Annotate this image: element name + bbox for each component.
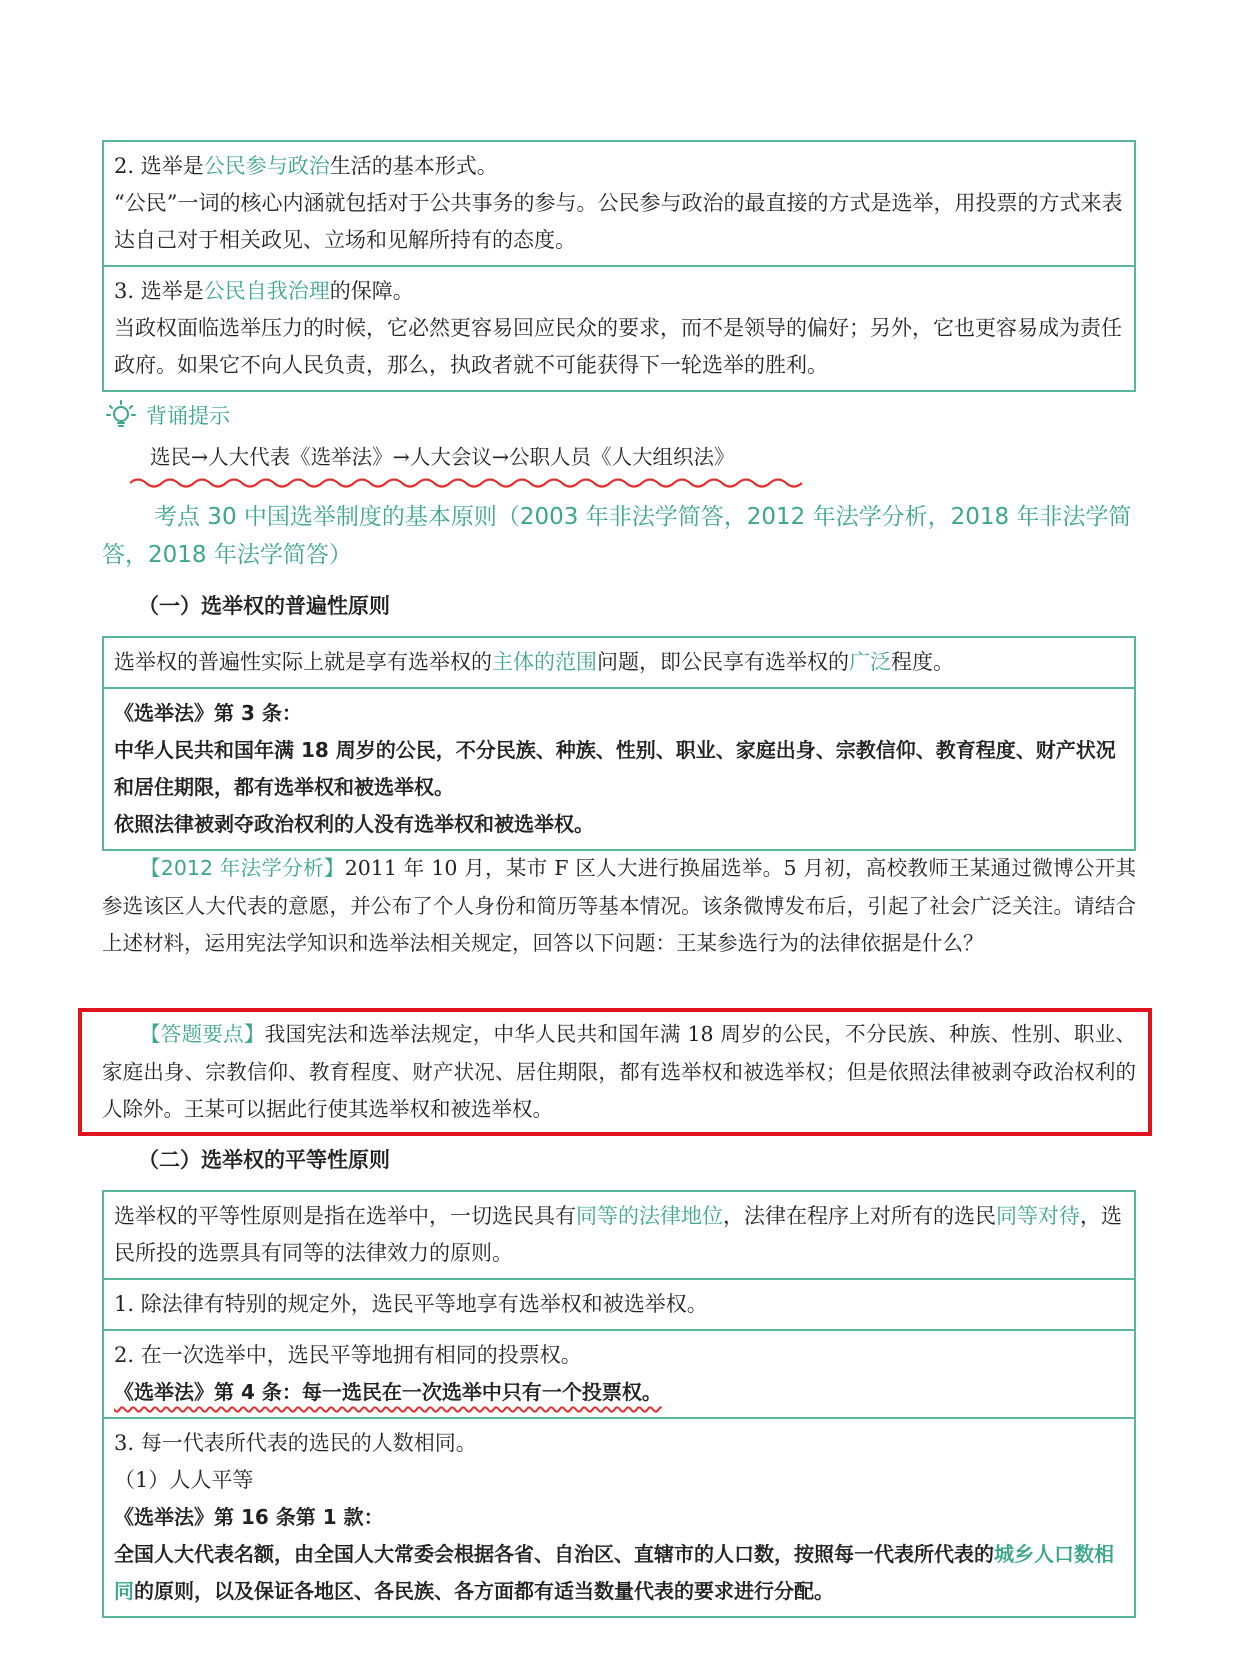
section-heading: 考点 30 中国选举制度的基本原则（2003 年非法学简答，2012 年法学分析，2018 年非法学简答，2018 年法学简答） xyxy=(102,504,1132,568)
statute-text: 中华人民共和国年满 18 周岁的公民，不分民族、种族、性别、职业、家庭出身、宗教信仰、教育程度、财产状况和居住期限，都有选举权和被选举权。 xyxy=(114,738,1116,799)
text: 生活的基本形式。 xyxy=(329,154,498,178)
lightbulb-icon xyxy=(104,398,138,432)
box3-row-4 xyxy=(104,1417,1134,1616)
content-box-2 xyxy=(102,636,1136,851)
highlight-text: 城乡人口数相同 xyxy=(114,1542,1114,1603)
statute-text: 的原则，以及保证各地区、各民族、各方面都有适当数量代表的要求进行分配。 xyxy=(134,1579,834,1603)
text: ，选民所投的选票具有同等的法律效力的原则。 xyxy=(114,1204,1122,1265)
text: 1. 除法律有特别的规定外，选民平等地享有选举权和被选举权。 xyxy=(114,1292,708,1316)
statute-text: 《选举法》第 4 条：每一选民在一次选举中只有一个投票权。 xyxy=(114,1380,662,1404)
box1-row-2 xyxy=(104,265,1134,390)
tip-title: 背诵提示 xyxy=(146,404,230,428)
text: （1）人人平等 xyxy=(114,1468,254,1492)
text: 选举权的平等性原则是指在选举中，一切选民具有 xyxy=(114,1204,576,1228)
text: 3. 选举是 xyxy=(114,279,204,303)
text: 程度。 xyxy=(891,650,954,674)
content-box-3 xyxy=(102,1190,1136,1618)
answer-paragraph xyxy=(102,1016,1136,1129)
case-paragraph xyxy=(102,850,1136,963)
highlight-text: 主体的范围 xyxy=(492,650,597,674)
text: 选举权的普遍性实际上就是享有选举权的 xyxy=(114,650,492,674)
highlight-text: 公民参与政治 xyxy=(203,154,330,178)
highlight-text: 同等的法律地位 xyxy=(576,1204,723,1228)
answer-text: 我国宪法和选举法规定，中华人民共和国年满 18 周岁的公民，不分民族、种族、性别、职业、家庭出身、宗教信仰、教育程度、财产状况、居住期限，都有选举权和被选举权；但是依照法律被剥夺政治权利的人除外。王某可以据此行使其选举权和被选举权。 xyxy=(102,1022,1137,1121)
box3-row-3 xyxy=(104,1329,1134,1417)
answer-tag: 【答题要点】 xyxy=(140,1022,265,1046)
text: 3. 每一代表所代表的选民的人数相同。 xyxy=(114,1431,477,1455)
box1-row-2-body: 当政权面临选举压力的时候，它必然更容易回应民众的要求，而不是领导的偏好；另外，它也更容易成为责任政府。如果它不向人民负责，那么，执政者就不可能获得下一轮选举的胜利。 xyxy=(114,316,1122,377)
box3-row-1 xyxy=(104,1192,1134,1278)
box3-row-2 xyxy=(104,1278,1134,1329)
subsection-title-1: （一）选举权的普遍性原则 xyxy=(138,594,390,618)
highlight-text: 同等对待 xyxy=(996,1204,1080,1228)
text: 问题，即公民享有选举权的 xyxy=(597,650,849,674)
text: ，法律在程序上对所有的选民 xyxy=(723,1204,996,1228)
statute-title: 《选举法》第 3 条： xyxy=(114,701,302,725)
box2-row-2 xyxy=(104,687,1134,849)
text: 的保障。 xyxy=(329,279,414,303)
tip-header xyxy=(104,398,230,432)
text: 2. 选举是 xyxy=(114,154,204,178)
content-box-1 xyxy=(102,140,1136,392)
subsection-title-2: （二）选举权的平等性原则 xyxy=(138,1148,390,1172)
statute-text: 全国人大代表名额，由全国人大常委会根据各省、自治区、直辖市的人口数，按照每一代表所代表的 xyxy=(114,1542,994,1566)
highlight-text: 公民自我治理 xyxy=(203,279,330,303)
highlight-text: 广泛 xyxy=(849,650,891,674)
box1-row-1-body: “公民”一词的核心内涵就包括对于公共事务的参与。公民参与政治的最直接的方式是选举，用投票的方式来表达自己对于相关政见、立场和见解所持有的态度。 xyxy=(114,191,1123,252)
statute-title: 《选举法》第 16 条第 1 款： xyxy=(114,1505,384,1529)
box1-row-1 xyxy=(104,142,1134,265)
case-text: 2011 年 10 月，某市 F 区人大进行换届选举。5 月初，高校教师王某通过微博公开其参选该区人大代表的意愿，并公布了个人身份和简历等基本情况。该条微博发布后，引起了社会广泛关注。请结合上述材料，运用宪法学知识和选举法相关规定，回答以下问题：王某参选行为的法律依据是什么？ xyxy=(102,856,1137,955)
tip-text: 选民→人大代表《选举法》→人大会议→公职人员《人大组织法》 xyxy=(150,445,735,469)
box2-row-1 xyxy=(104,638,1134,687)
case-tag: 【2012 年法学分析】 xyxy=(140,856,345,880)
text: 2. 在一次选举中，选民平等地拥有相同的投票权。 xyxy=(114,1343,582,1367)
wavy-underline-1 xyxy=(130,476,806,490)
statute-text: 依照法律被剥夺政治权利的人没有选举权和被选举权。 xyxy=(114,812,594,836)
